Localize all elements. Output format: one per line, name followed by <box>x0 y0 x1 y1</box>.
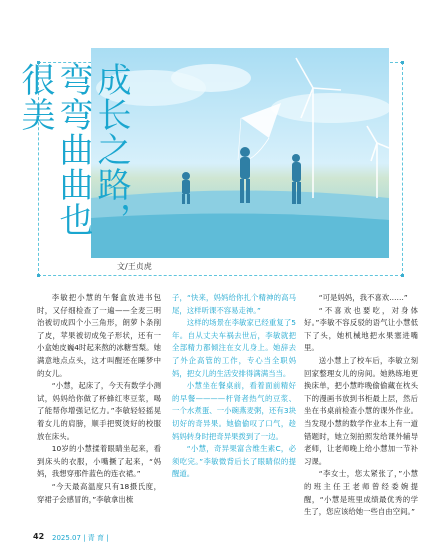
page-number: 42 <box>33 532 45 541</box>
family-kite-photo <box>91 48 389 258</box>
paragraph: 李敏把小慧的午餐盒放进书包时，又仔细检查了一遍——全麦三明治被切成四个小三角形，朗萝卜条削了皮，苹果被切成兔子形状，还有一小盒她皮巍4时起来熬的冰糖雪梨。她满意地点点头，这才叫醒还在睡梦中的女儿。 <box>37 293 161 378</box>
paragraph: “今天最高温度只有18摄氏度，穿裙子会感冒的，”李敏拿出梳 <box>37 481 161 504</box>
paragraph: 送小慧上了校车后，李敏立刻回家整理女儿的房间。她熟练地更换床单，把小慧昨晚偷偷藏在枕头下的漫画书放到书柜最上层，然后坐在书桌前检查小慧的课外作业。当发现小慧的数学作业本上有一道错题时，她立刻拍照发给课外辅导老师，让老师晚上给小慧加一节补习课。 <box>304 355 418 466</box>
paragraph: 10岁的小慧揉着眼睛坐起来，看到床头的衣服，小嘴撅了起来，“妈妈，我想穿那件蓝色的连衣裙。” <box>37 444 161 479</box>
paragraph: “可是妈妈，我不喜欢……” <box>318 293 408 302</box>
magazine-info: 2025.07 | 青 育 | <box>52 534 109 542</box>
paragraph: “李女士，您太紧张了，”小慧的班主任王老师曾经委婉提醒，“小慧是班里成绩最优秀的学生了，您应该给她一些自由空间。” <box>304 469 418 517</box>
corner-mark <box>401 61 404 64</box>
author-byline: 文/王贞虎 <box>117 262 152 271</box>
text-column-3 <box>304 292 418 519</box>
text-column-2 <box>172 292 296 481</box>
paragraph: 子，“快来，妈妈给你扎个精神的高马尾，这样听课不容易走神。” <box>172 293 296 315</box>
paragraph: 这样的场景在李敏家已经重复了5年。自从丈夫车祸去世后，李敏就把全部精力都倾注在女儿身上。她辞去了外企高管的工作，专心当全职妈妈，把女儿的生活安排得满满当当。 <box>172 318 296 378</box>
corner-mark <box>401 274 404 277</box>
paragraph: 小慧坐在餐桌前，看着面前精好的早餐————杆肾者热气的豆浆、一个水煮蛋、一小碗燕麦粥，还有3块切好的奇异果。她偷偷叹了口气，趁妈妈转身时把奇异果拨到了一边。 <box>172 381 296 441</box>
paragraph: “小慧，奇异果富含维生素C，必须吃完。”李敏微背后长了眼睛似的提醒道。 <box>172 444 296 479</box>
corner-mark <box>37 274 40 277</box>
text-column-1 <box>37 292 161 506</box>
article-title <box>15 62 131 267</box>
paragraph: “小慧，起床了，今天有数学小测试，妈妈给你做了杯蜂红枣豆浆，喝了能帮你增强记忆力。”李敏轻轻摇晃着女儿的肩膀，顺手把熨烫好的校服放在床头。 <box>37 381 161 441</box>
paragraph: “不喜欢也要吃，对身体好。”李敏不容反驳的语气让小慧低下了头，她机械地把水果塞进嘴里。 <box>304 305 418 353</box>
title-line-2: 弯弯曲曲也很美 <box>15 62 93 237</box>
title-line-1: 成长之路， <box>91 62 131 237</box>
photo-illustration <box>91 48 389 258</box>
